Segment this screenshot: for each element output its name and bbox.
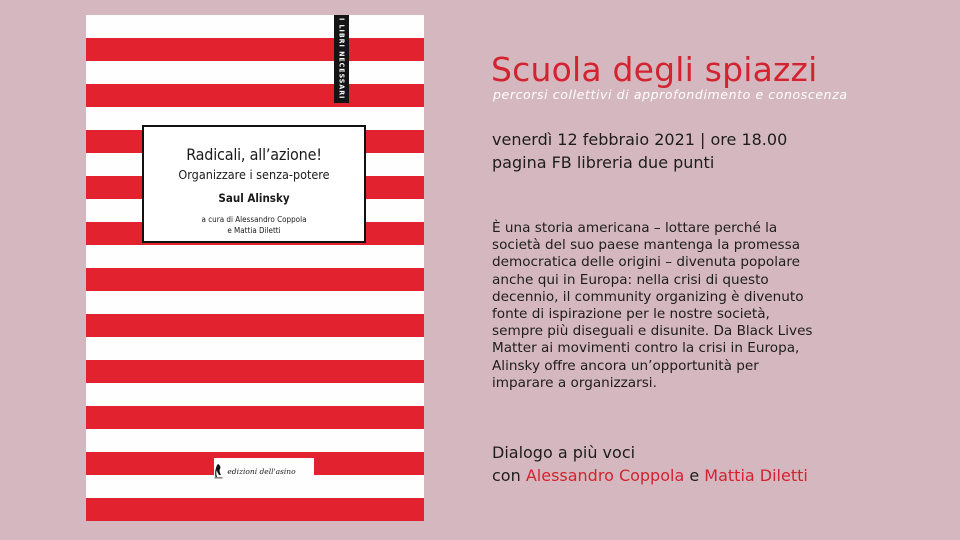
description-line: anche qui in Europa: nella crisi di questo [492,271,769,288]
speaker-mattia-diletti: Mattia Diletti [704,466,808,485]
event-schedule [492,128,787,174]
dialogue-speakers [492,464,808,487]
book-editors-line1: a cura di Alessandro Coppola [201,215,307,224]
event-description [492,220,932,392]
description-line: decennio, il community organizing è divenuto [492,288,804,305]
book-title: Radicali, all’azione! [186,145,322,164]
description-line: fonte di ispirazione per le nostre società, [492,306,770,323]
speaker-alessandro-coppola: Alessandro Coppola [525,466,685,485]
book-title-box [142,125,366,243]
book-editors [144,214,364,236]
description-line: società del suo paese mantenga la promessa [492,237,801,254]
dialogue-conjunction: e [689,466,700,485]
dialogue-block [492,441,808,487]
event-date: venerdì 12 febbraio 2021 | ore 18.00 [492,130,788,149]
dialogue-prefix: con [492,466,521,485]
description-line: È una storia americana – lottare perché la [492,220,778,236]
publisher-name: edizioni dell'asino [227,466,296,476]
book-subtitle: Organizzare i senza-potere [178,167,330,182]
event-tagline: percorsi collettivi di approfondimento e conoscenza [493,87,848,102]
description-line: imparare a organizzarsi. [492,374,657,391]
description-line: Alinsky offre ancora un’opportunità per [492,357,759,374]
dialogue-heading: Dialogo a più voci [492,443,636,462]
description-line: Matter ai movimenti contro la crisi in Europa, [492,340,800,357]
description-line: democratica delle origini – divenuta popolare [492,254,801,271]
event-title: Scuola degli spiazzi [491,50,818,89]
donkey-logo-icon [214,463,223,479]
description-line: sempre più diseguali e disunite. Da Black Lives [492,323,813,340]
series-label: I LIBRI NECESSARI [334,15,349,103]
book-editors-line2: e Mattia Diletti [227,226,281,235]
book-cover [86,15,424,521]
publisher-mark [86,461,424,481]
event-place: pagina FB libreria due punti [492,153,715,172]
book-author: Saul Alinsky [218,191,290,205]
